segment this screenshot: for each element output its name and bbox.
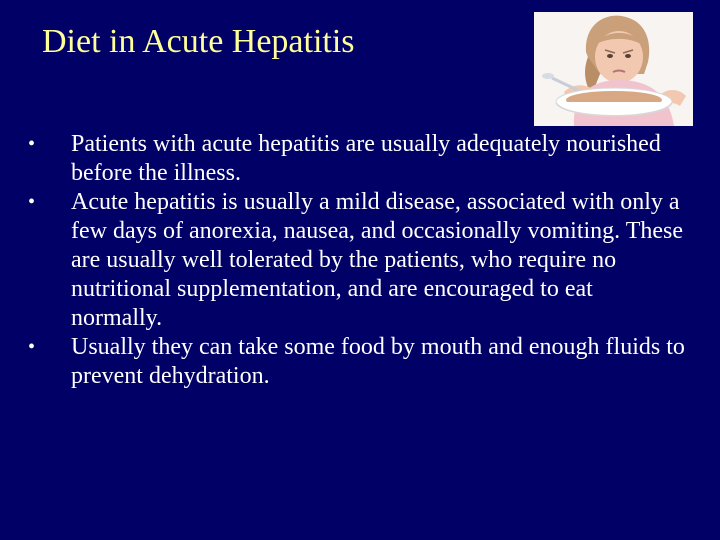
bullet-item-3	[28, 333, 688, 391]
bullet-list	[28, 130, 688, 391]
bullet-marker: •	[28, 133, 36, 155]
bullet-item-2	[28, 188, 688, 333]
bullet-text: Usually they can take some food by mouth and enough fluids to prevent dehydration.	[71, 334, 685, 389]
bullet-marker: •	[28, 191, 36, 213]
bullet-item-1	[28, 130, 688, 188]
bullet-text: Acute hepatitis is usually a mild disease, associated with only a few days of anorexia, nausea, and occasionally vomiting. These are usually well tolerated by the patients, who require no nutritional supplementation, and are encouraged to eat normally.	[71, 189, 684, 331]
child-with-soup-bowl-photo	[534, 12, 693, 126]
slide-title: Diet in Acute Hepatitis	[42, 23, 355, 60]
bullet-text: Patients with acute hepatitis are usually adequately nourished before the illness.	[71, 131, 661, 186]
bullet-marker: •	[28, 336, 36, 358]
